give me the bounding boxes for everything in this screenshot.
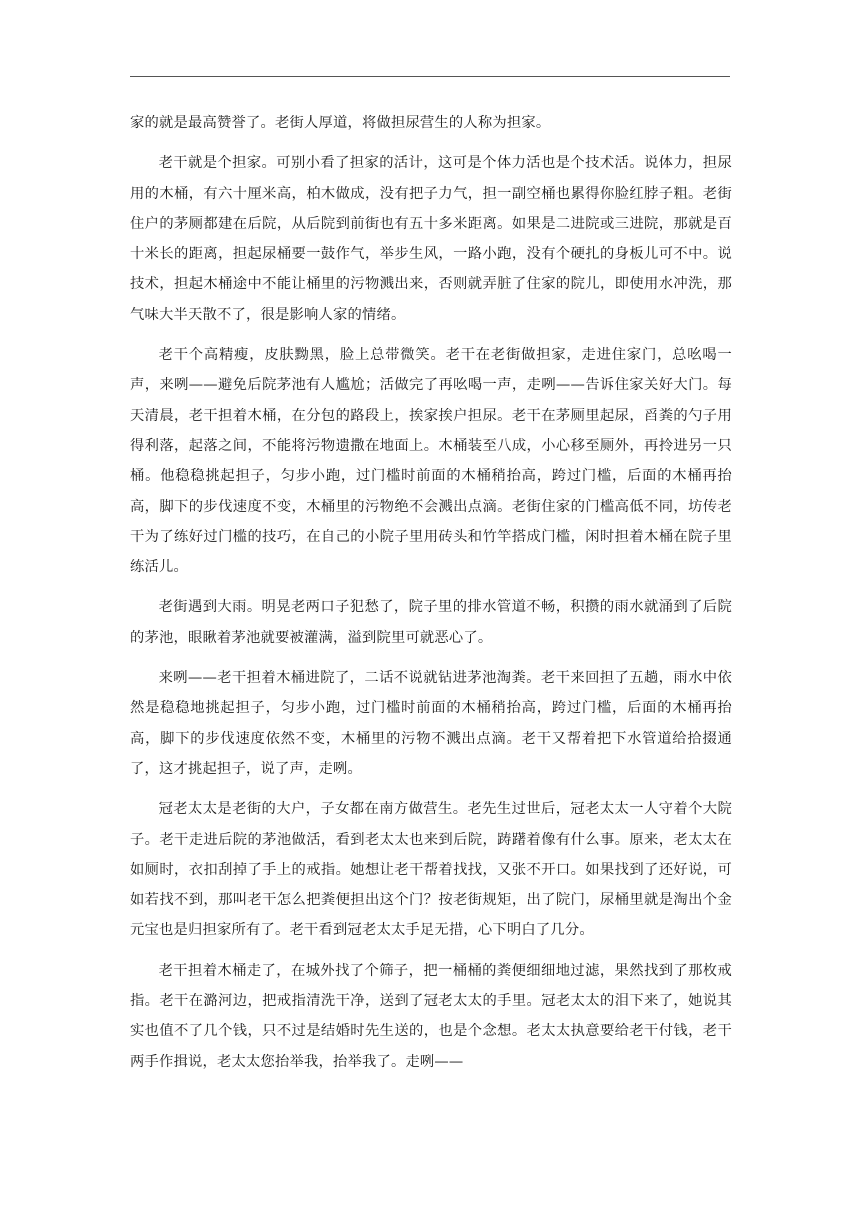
paragraph-2: 老干就是个担家。可别小看了担家的活计，这可是个体力活也是个技术活。说体力，担尿用的木桶，有六十厘米高，柏木做成，没有把子力气，担一副空桶也累得你脸红脖子粗。老街住户的茅厕都建在后院，从后院到前街也有五十多米距离。如果是二进院或三进院，那就是百十米长的距离，担起尿桶要一鼓作气，举步生风，一路小跑，没有个硬扎的身板儿可不中。说技术，担起木桶途中不能让桶里的污物溅出来，否则就弄脏了住家的院儿，即使用水冲洗，那气味大半天散不了，很是影响人家的情绪。 xyxy=(130,155,732,323)
paragraph-6: 冠老太太是老街的大户，子女都在南方做营生。老先生过世后，冠老太太一人守着个大院子。老干走进后院的茅池做活，看到老太太也来到后院，踌躇着像有什么事。原来，老太太在如厕时，衣扣刮掉了手上的戒指。她想让老干帮着找找，又张不开口。如果找到了还好说，可如若找不到，那叫老干怎么把粪便担出这个门？按老街规矩，出了院门，尿桶里就是淘出个金元宝也是归担家所有了。老干看到冠老太太手足无措，心下明白了几分。 xyxy=(130,801,732,939)
paragraph-3: 老干个高精瘦，皮肤黝黑，脸上总带微笑。老干在老街做担家，走进住家门，总吆喝一声，来咧——避免后院茅池有人尴尬；活做完了再吆喝一声，走咧——告诉住家关好大门。每天清晨，老干担着木桶，在分包的路段上，挨家挨户担尿。老干在茅厕里起尿，舀粪的勺子用得利落，起落之间，不能将污物遗撒在地面上。木桶装至八成，小心移至厕外，再拎进另一只桶。他稳稳挑起担子，匀步小跑，过门槛时前面的木桶稍抬高，跨过门槛，后面的木桶再抬高，脚下的步伐速度不变，木桶里的污物绝不会溅出点滴。老街住家的门槛高低不同，坊传老干为了练好过门槛的技巧，在自己的小院子里用砖头和竹竿搭成门槛，闲时担着木桶在院子里练活儿。 xyxy=(130,347,732,576)
paragraph-1: 家的就是最高赞誉了。老街人厚道，将做担尿营生的人称为担家。 xyxy=(130,115,551,131)
paragraph-7: 老干担着木桶走了，在城外找了个筛子，把一桶桶的粪便细细地过滤，果然找到了那枚戒指。老干在潞河边，把戒指清洗干净，送到了冠老太太的手里。冠老太太的泪下来了，她说其实也值不了几个钱，只不过是结婚时先生送的，也是个念想。老太太执意要给老干付钱，老干两手作揖说，老太太您抬举我，抬举我了。走咧—— xyxy=(130,962,732,1070)
paragraph-5: 来咧——老干担着木桶进院了，二话不说就钻进茅池淘粪。老干来回担了五趟，雨水中依然是稳稳地挑起担子，匀步小跑，过门槛时前面的木桶稍抬高，跨过门槛，后面的木桶再抬高，脚下的步伐速度依然不变，木桶里的污物不溅出点滴。老干又帮着把下水管道给拾掇通了，这才挑起担子，说了声，走咧。 xyxy=(130,670,732,777)
header-rule xyxy=(130,76,730,77)
paragraph-4: 老街遇到大雨。明晃老两口子犯愁了，院子里的排水管道不畅，积攒的雨水就涌到了后院的茅池，眼瞅着茅池就要被灌满，溢到院里可就恶心了。 xyxy=(130,599,732,646)
document-body xyxy=(130,108,732,1087)
